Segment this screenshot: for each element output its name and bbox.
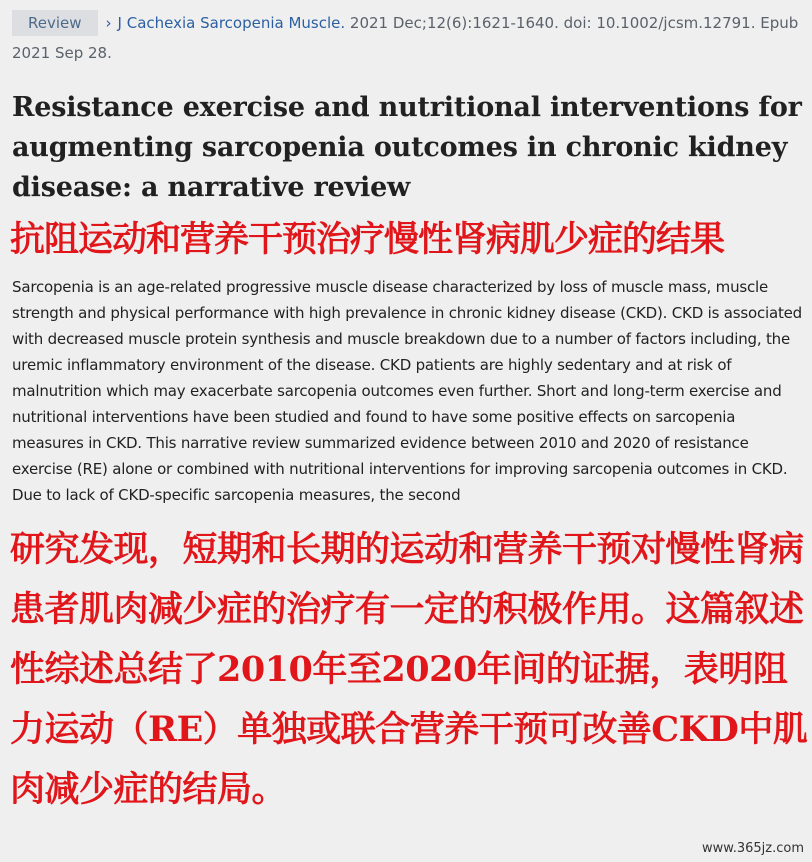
citation-details: 2021 Dec;12(6):1621-1640. doi: 10.1002/jcsm.12791. Epub 2021 Sep 28. xyxy=(12,14,799,62)
abstract-text: Sarcopenia is an age-related progressive muscle disease characterized by loss of muscle mass, muscle strength and physical performance with high prevalence in chronic kidney disease (CKD). CKD is associated with decreased muscle protein synthesis and muscle breakdown due to a number of factors including, the uremic inflammatory environment of the disease. CKD patients are highly sedentary and at risk of malnutrition which may exacerbate sarcopenia outcomes even further. Short and long-term exercise and nutritional interventions have been studied and found to have some positive effects on sarcopenia measures in CKD. This narrative review summarized evidence between 2010 and 2020 of resistance exercise (RE) alone or combined with nutritional interventions for improving sarcopenia outcomes in CKD. Due to lack of CKD-specific sarcopenia measures, the second xyxy=(12,278,803,504)
chevron-right-icon: › xyxy=(105,14,112,32)
article-title: Resistance exercise and nutritional interventions for augmenting sarcopenia outcomes in chronic kidney disease: a narrative review xyxy=(12,92,802,203)
chinese-title-caption: 抗阻运动和营养干预治疗慢性肾病肌少症的结果 xyxy=(10,219,725,260)
site-watermark: www.365jz.com xyxy=(702,841,804,856)
chinese-summary-caption: 研究发现，短期和长期的运动和营养干预对慢性肾病患者肌肉减少症的治疗有一定的积极作用。这篇叙述性综述总结了2010年至2020年间的证据，表明阻力运动（RE）单独或联合营养干预可改善CKD中肌肉减少症的结局。 xyxy=(10,529,808,810)
review-badge: Review xyxy=(12,10,98,36)
journal-link[interactable]: J Cachexia Sarcopenia Muscle. xyxy=(117,14,346,32)
citation-line xyxy=(12,8,802,68)
